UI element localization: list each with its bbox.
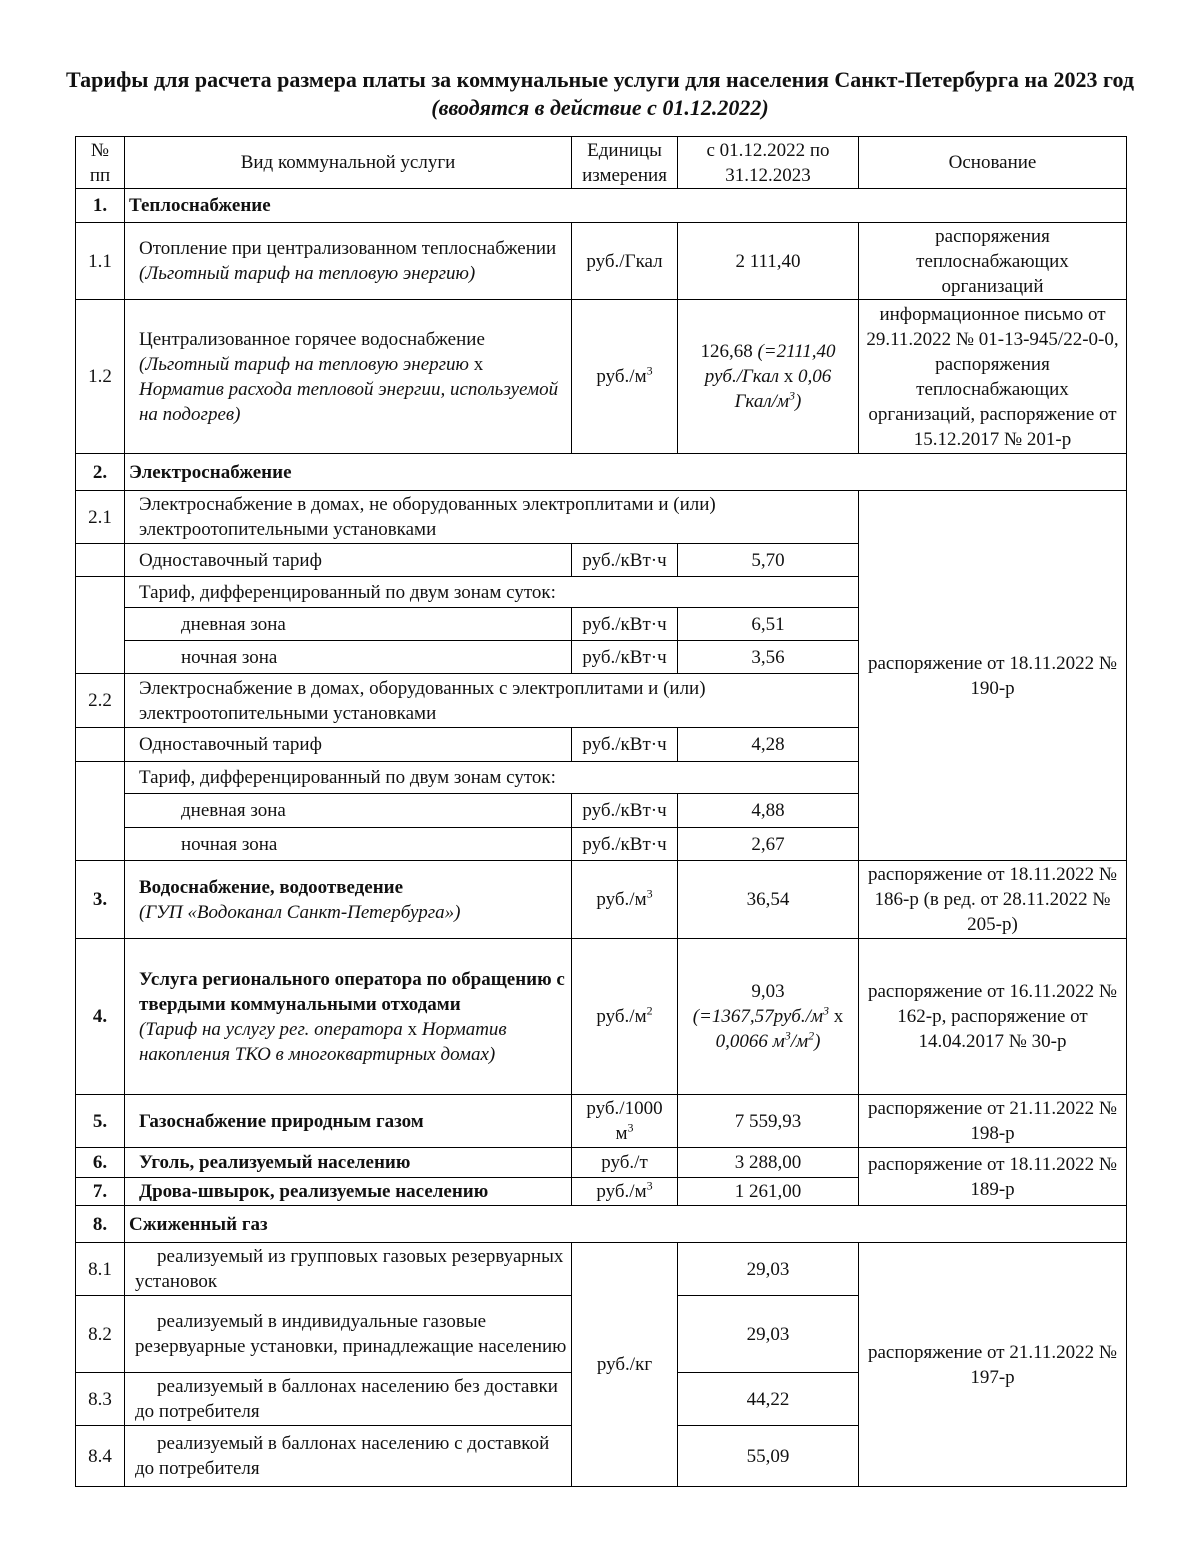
row-num: 2.1 (76, 491, 125, 544)
empty-cell (76, 577, 125, 674)
unit-cell: руб./кВт·ч (572, 608, 678, 641)
value-number: 126,68 (700, 341, 758, 362)
service-name: Централизованное горячее водоснабжение (139, 328, 485, 350)
unit-text: руб./1000 м (586, 1098, 663, 1144)
header-basis: Основание (859, 137, 1127, 189)
row-num: 6. (76, 1148, 125, 1178)
table-row (76, 1148, 1127, 1178)
service-cell: Одноставочный тариф (125, 728, 572, 762)
unit-sup: 2 (646, 1003, 653, 1018)
service-cell (125, 300, 572, 454)
row-num: 3. (76, 861, 125, 939)
value-cell: 5,70 (678, 544, 859, 577)
table-row (76, 300, 1127, 454)
unit-cell: руб./Гкал (572, 223, 678, 300)
value-cell: 44,22 (678, 1373, 859, 1426)
value-cell: 2 111,40 (678, 223, 859, 300)
service-note: (Льготный тариф на тепловую энергию (139, 353, 469, 375)
value-cell: 55,09 (678, 1426, 859, 1487)
value-cell: 1 261,00 (678, 1178, 859, 1206)
service-cell: реализуемый из групповых газовых резервуарных установок (125, 1243, 572, 1296)
service-note-cont: Норматив накопления ТКО в многоквартирных домах) (139, 1018, 507, 1065)
basis-cell: распоряжение от 18.11.2022 № 186-р (в ред. от 28.11.2022 № 205-р) (859, 861, 1127, 939)
unit-sup: 3 (646, 363, 653, 378)
unit-cell (572, 1095, 678, 1148)
service-name: Отопление при централизованном теплоснабжении (139, 238, 557, 259)
service-cell: Электроснабжение в домах, не оборудованных электроплитами и (или) электроотопительными установками (125, 491, 859, 544)
formula-sup: 3 (823, 1003, 830, 1018)
unit-cell (572, 861, 678, 939)
empty-cell (76, 728, 125, 762)
value-cell (678, 939, 859, 1095)
table-row (76, 939, 1127, 1095)
multiply-sign: х (402, 1018, 422, 1040)
value-cell: 3 288,00 (678, 1148, 859, 1178)
multiply-sign: х (468, 353, 484, 375)
table-row (76, 861, 1127, 939)
unit-cell: руб./кВт·ч (572, 794, 678, 828)
row-num: 8.3 (76, 1373, 125, 1426)
service-cell: реализуемый в баллонах населению с доставкой до потребителя (125, 1426, 572, 1487)
section-num: 8. (76, 1206, 125, 1243)
table-row (76, 491, 1127, 544)
service-note: (Льготный тариф на тепловую энергию) (139, 263, 476, 284)
value-cell: 29,03 (678, 1243, 859, 1296)
service-cell: Тариф, дифференцированный по двум зонам суток: (125, 762, 859, 794)
unit-text: руб./м (596, 889, 647, 910)
service-cell: Газоснабжение природным газом (125, 1095, 572, 1148)
title-note: (вводятся в действие с 01.12.2022) (431, 95, 769, 120)
empty-cell (76, 762, 125, 861)
section-row-heating (76, 189, 1127, 223)
basis-cell: распоряжение от 21.11.2022 № 198-р (859, 1095, 1127, 1148)
unit-text: руб./м (596, 1006, 647, 1027)
service-name: Услуга регионального оператора по обращению с твердыми коммунальными отходами (139, 968, 565, 1015)
header-service: Вид коммунальной услуги (125, 137, 572, 189)
empty-cell (76, 544, 125, 577)
table-row (76, 1243, 1127, 1296)
section-num: 2. (76, 454, 125, 491)
unit-sup: 3 (627, 1120, 634, 1135)
service-cell: Уголь, реализуемый населению (125, 1148, 572, 1178)
row-num: 8.2 (76, 1296, 125, 1373)
service-cell: реализуемый в индивидуальные газовые резервуарные установки, принадлежащие населению (125, 1296, 572, 1373)
unit-text: руб./м (596, 366, 647, 387)
value-cell (678, 300, 859, 454)
service-cell: ночная зона (125, 828, 572, 861)
basis-cell: распоряжение от 18.11.2022 № 190-р (859, 491, 1127, 861)
row-num: 5. (76, 1095, 125, 1148)
section-name: Электроснабжение (125, 454, 1127, 491)
service-cell: дневная зона (125, 608, 572, 641)
unit-cell: руб./кВт·ч (572, 828, 678, 861)
basis-cell: распоряжение от 16.11.2022 № 162-р, распоряжение от 14.04.2017 № 30-р (859, 939, 1127, 1095)
unit-sup: 3 (646, 886, 653, 901)
unit-cell: руб./кг (572, 1243, 678, 1487)
unit-cell (572, 300, 678, 454)
service-cell: Дрова-швырок, реализуемые населению (125, 1178, 572, 1206)
table-row (76, 1095, 1127, 1148)
formula-part: (=2111,40 руб./Гкал (704, 341, 836, 387)
service-cell: Тариф, дифференцированный по двум зонам суток: (125, 577, 859, 608)
service-cell (125, 861, 572, 939)
section-row-electricity (76, 454, 1127, 491)
service-note: (Тариф на услугу рег. оператора (139, 1018, 403, 1040)
section-num: 1. (76, 189, 125, 223)
service-cell (125, 223, 572, 300)
title-main: Тарифы для расчета размера платы за коммунальные услуги для населения Санкт-Петербурга на 2023 год (66, 67, 1134, 92)
formula-sup: 2 (808, 1028, 815, 1043)
value-cell: 2,67 (678, 828, 859, 861)
header-num: № пп (76, 137, 125, 189)
unit-cell (572, 1178, 678, 1206)
multiply-sign: х (779, 366, 799, 387)
unit-cell: руб./т (572, 1148, 678, 1178)
formula-sup: 3 (789, 388, 796, 403)
basis-cell: информационное письмо от 29.11.2022 № 01-13-945/22-0-0, распоряжения теплоснабжающих организаций, распоряжение от 15.12.2017 № 201-р (859, 300, 1127, 454)
section-name: Сжиженный газ (125, 1206, 1127, 1243)
service-name: Водоснабжение, водоотведение (139, 876, 404, 898)
value-cell: 29,03 (678, 1296, 859, 1373)
service-cell: Одноставочный тариф (125, 544, 572, 577)
basis-cell: распоряжения теплоснабжающих организаций (859, 223, 1127, 300)
formula-part: /м (790, 1031, 809, 1052)
row-num: 8.4 (76, 1426, 125, 1487)
formula-part: 0,0066 м (715, 1031, 785, 1052)
row-num: 2.2 (76, 674, 125, 728)
service-cell: реализуемый в баллонах населению без доставки до потребителя (125, 1373, 572, 1426)
table-header-row (76, 137, 1127, 189)
header-period: с 01.12.2022 по 31.12.2023 (678, 137, 859, 189)
unit-cell (572, 939, 678, 1095)
unit-text: руб./м (596, 1181, 647, 1202)
value-cell: 4,88 (678, 794, 859, 828)
formula-part: 0,06 Гкал/м (734, 366, 832, 412)
row-num: 4. (76, 939, 125, 1095)
service-note-cont: Норматив расхода тепловой энергии, используемой на подогрев) (139, 378, 559, 425)
section-name: Теплоснабжение (125, 189, 1127, 223)
value-cell: 3,56 (678, 641, 859, 674)
formula-part: (=1367,57руб./м (692, 1006, 824, 1027)
value-cell: 7 559,93 (678, 1095, 859, 1148)
formula-part: ) (814, 1031, 821, 1052)
document-title (60, 66, 1140, 122)
unit-sup: 3 (646, 1178, 653, 1193)
unit-cell: руб./кВт·ч (572, 641, 678, 674)
row-num: 1.2 (76, 300, 125, 454)
basis-cell: распоряжение от 18.11.2022 № 189-р (859, 1148, 1127, 1206)
value-cell: 4,28 (678, 728, 859, 762)
service-note: (ГУП «Водоканал Санкт-Петербурга») (139, 901, 461, 923)
service-cell: ночная зона (125, 641, 572, 674)
section-row-lpg (76, 1206, 1127, 1243)
unit-cell: руб./кВт·ч (572, 728, 678, 762)
formula-part: ) (795, 391, 802, 412)
value-number: 9,03 (751, 981, 785, 1002)
row-num: 8.1 (76, 1243, 125, 1296)
value-cell: 36,54 (678, 861, 859, 939)
value-cell: 6,51 (678, 608, 859, 641)
service-cell: дневная зона (125, 794, 572, 828)
tariff-table (75, 136, 1127, 1487)
row-num: 1.1 (76, 223, 125, 300)
multiply-sign: х (829, 1006, 844, 1027)
header-unit: Единицы измерения (572, 137, 678, 189)
row-num: 7. (76, 1178, 125, 1206)
unit-cell: руб./кВт·ч (572, 544, 678, 577)
basis-cell: распоряжение от 21.11.2022 № 197-р (859, 1243, 1127, 1487)
service-cell (125, 939, 572, 1095)
table-row (76, 223, 1127, 300)
service-cell: Электроснабжение в домах, оборудованных с электроплитами и (или) электроотопительными установками (125, 674, 859, 728)
formula-sup: 3 (784, 1028, 791, 1043)
